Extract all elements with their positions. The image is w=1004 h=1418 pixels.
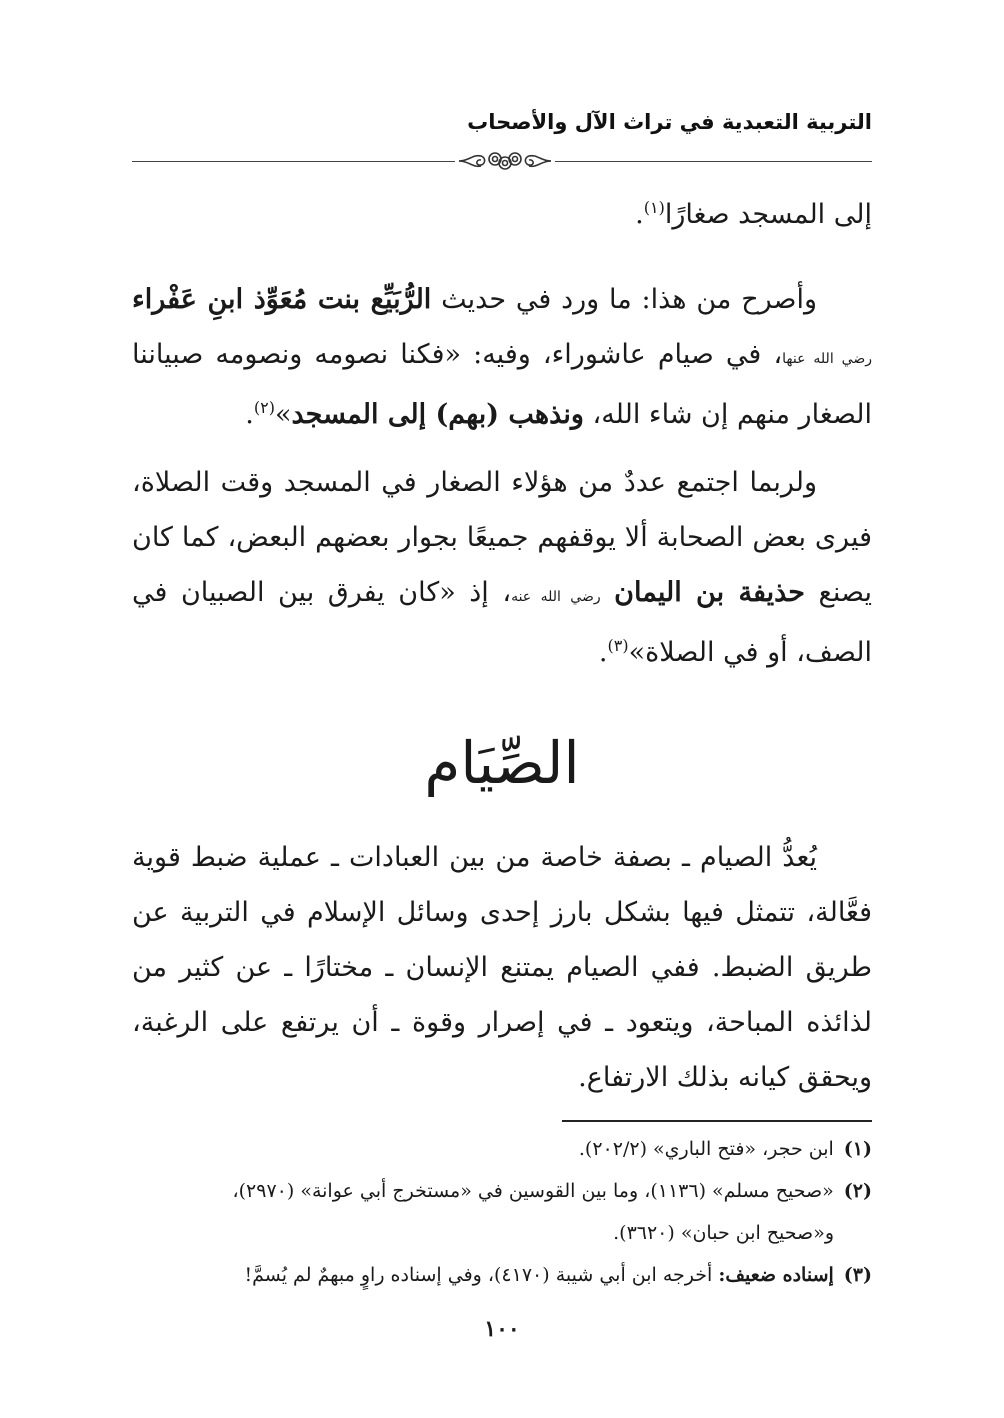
footnote-2-continuation: و«صحيح ابن حبان» (٣٦٢٠).	[613, 1222, 834, 1244]
footnote-separator	[562, 1120, 872, 1122]
paragraph-2-bold-quote: ونذهب (بهم) إلى المسجد	[291, 399, 584, 430]
paragraph-1	[132, 187, 872, 242]
paragraph-2-end: .	[245, 399, 254, 430]
footnotes	[132, 1128, 872, 1296]
footnote-number: (٢)	[843, 1180, 872, 1202]
footnote-number: (٣)	[843, 1264, 872, 1286]
page-number: ١٠٠	[484, 1316, 520, 1342]
paragraph-3-end: .	[598, 637, 608, 668]
honorific-glyph: رضي الله عنها	[782, 351, 872, 367]
narrator-name-rubayyi: الرُّبَيِّع بنت مُعَوِّذ ابنِ عَفْراء	[132, 284, 432, 315]
footnote-ref-2[interactable]: (٢)	[253, 398, 275, 417]
paragraph-4	[132, 830, 872, 1105]
running-header-title: التربية التعبدية في تراث الآل والأصحاب	[467, 110, 872, 134]
footnote-2	[132, 1170, 872, 1212]
section-heading: الصِّيَام	[424, 729, 580, 797]
footnote-ref-3[interactable]: (٣)	[607, 636, 629, 655]
narrator-name-hudhayfa: حذيفة بن اليمان	[614, 577, 805, 608]
footnote-3	[132, 1254, 872, 1296]
paragraph-2	[132, 272, 872, 442]
footnote-ref-1[interactable]: (١)	[643, 198, 665, 217]
footnote-text: ابن حجر، «فتح الباري» (٢٠٢/٢).	[578, 1138, 834, 1160]
paragraph-1-end: .	[635, 199, 644, 230]
footnote-1	[132, 1128, 872, 1170]
paragraph-2-text-a: وأصرح من هذا: ما ورد في حديث	[431, 284, 817, 315]
paragraph-2-text-c: »	[274, 399, 292, 430]
paragraph-3	[132, 455, 872, 680]
honorific-glyph: رضي الله عنه	[511, 589, 601, 605]
footnote-text: أخرجه ابن أبي شيبة (٤١٧٠)، وفي إسناده راوٍ مبهمٌ لم يُسمَّ!	[244, 1264, 719, 1286]
paragraph-3-text-b: ، إذ «كان يفرق بين الصبيان في الصف، أو في الصلاة»	[132, 577, 872, 668]
paragraph-3-text-a: ولربما اجتمع عددٌ من هؤلاء الصغار في المسجد وقت الصلاة، فيرى بعض الصحابة ألا يوقفهم جميعًا بجوار بعضهم البعض، كما كان يصنع	[132, 467, 872, 608]
paragraph-2-text-b: ، في صيام عاشوراء، وفيه: «فكنا نصومه ونصومه صبياننا الصغار منهم إن شاء الله،	[132, 339, 872, 430]
footnote-number: (١)	[843, 1138, 872, 1160]
footnote-bold-label: إسناده ضعيف:	[718, 1264, 834, 1286]
paragraph-4-text: يُعدُّ الصيام ـ بصفة خاصة من بين العبادات ـ عملية ضبط قوية فعَّالة، تتمثل فيها بشكل بارز إحدى وسائل الإسلام في التربية عن طريق الضبط. ففي الصيام يمتنع الإنسان ـ مختارًا ـ عن كثير من لذائذه المباحة، ويتعود ـ في إصرار وقوة ـ أن يرتفع على الرغبة، ويحقق كيانه بذلك الارتفاع.	[132, 842, 872, 1093]
footnote-text: «صحيح مسلم» (١١٣٦)، وما بين القوسين في «مستخرج أبي عوانة» (٢٩٧٠)،	[232, 1180, 834, 1202]
paragraph-1-text: إلى المسجد صغارًا	[664, 199, 872, 230]
floral-divider-ornament-icon	[455, 146, 555, 176]
